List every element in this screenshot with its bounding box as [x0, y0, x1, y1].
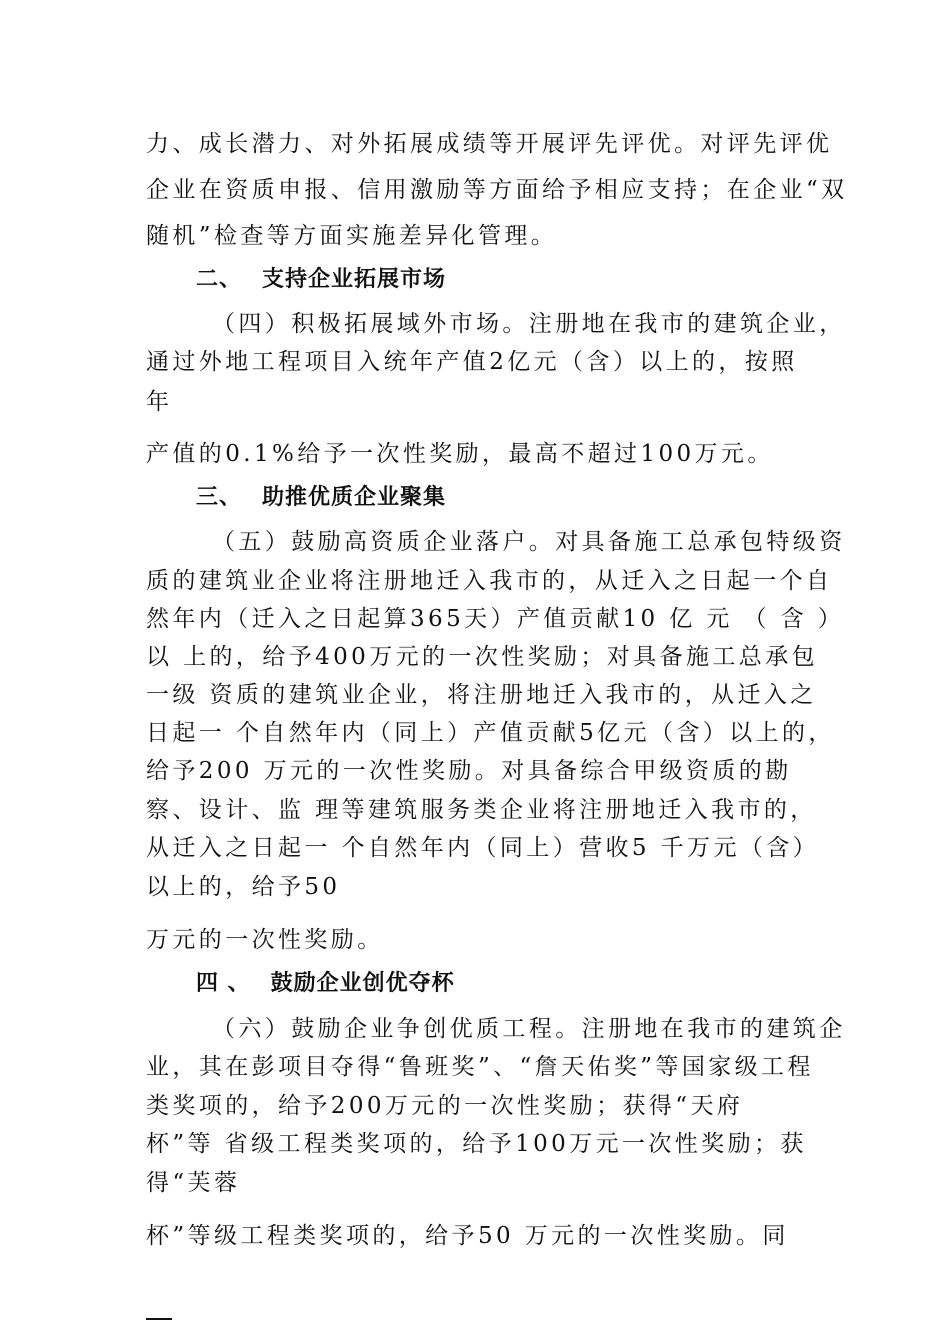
paragraph-line: 然年内（迁入之日起算365天）产值贡献10 亿 元 （ 含 ） [146, 606, 845, 632]
paragraph-line: 通过外地工程项目入统年产值2亿元（含）以上的，按照 [146, 349, 798, 375]
paragraph-line: 以 上的，给予400万元的一次性奖励；对具备施工总承包 [146, 644, 819, 670]
paragraph-line: 给予200 万元的一次性奖励。对具备综合甲级资质的勘 [146, 758, 792, 784]
paragraph-line: 随机”检查等方面实施差异化管理。 [146, 223, 558, 249]
paragraph-line: 万元的一次性奖励。 [146, 927, 384, 953]
paragraph-line: 一级 资质的建筑业企业，将注册地迁入我市的，从迁入之 [146, 682, 817, 708]
section-number: 四 、 [196, 971, 251, 996]
paragraph-line: （六）鼓励企业争创优质工程。注册地在我市的建筑企 [212, 1016, 846, 1042]
paragraph-line: 以上的，给予50 [146, 874, 341, 900]
paragraph-line: （五）鼓励高资质企业落户。对具备施工总承包特级资 [212, 529, 846, 555]
paragraph-line: 产值的0.1%给予一次性奖励，最高不超过100万元。 [146, 441, 774, 467]
section-number: 三、 [196, 485, 243, 510]
paragraph-line: 得“芙蓉 [146, 1170, 241, 1196]
paragraph-line: 日起一 个自然年内（同上）产值贡献5亿元（含）以上的， [146, 720, 835, 746]
paragraph-line: 企业在资质申报、信用激励等方面给予相应支持；在企业“双 [146, 177, 848, 203]
paragraph-line: 杯”等 省级工程类奖项的，给予100万元一次性奖励；获 [146, 1131, 807, 1157]
paragraph-line: 业，其在彭项目夺得“鲁班奖”、“詹天佑奖”等国家级工程 [146, 1054, 814, 1080]
section-title: 助推优质企业聚集 [262, 485, 447, 510]
section-heading-2 [196, 266, 446, 294]
section-title: 支持企业拓展市场 [262, 267, 447, 292]
section-title: 鼓励企业创优夺杯 [270, 971, 455, 996]
section-heading-4 [196, 970, 455, 998]
section-number: 二、 [196, 267, 243, 292]
paragraph-line: 质的建筑业企业将注册地迁入我市的，从迁入之日起一个自 [146, 568, 833, 594]
paragraph-line: 年 [146, 389, 173, 415]
paragraph-line: （四）积极拓展域外市场。注册地在我市的建筑企业， [212, 311, 846, 337]
section-heading-3 [196, 484, 446, 512]
paragraph-line: 杯”等级工程类奖项的，给予50 万元的一次性奖励。同 [146, 1223, 789, 1249]
paragraph-line: 察、设计、监 理等建筑服务类企业将注册地迁入我市的， [146, 797, 817, 823]
paragraph-line: 从迁入之日起一 个自然年内（同上）营收5 千万元（含） [146, 835, 820, 861]
cut-off-text-fragment [146, 1318, 172, 1320]
paragraph-line: 类奖项的，给予200万元的一次性奖励；获得“天府 [146, 1093, 744, 1119]
paragraph-line: 力、成长潜力、对外拓展成绩等开展评先评优。对评先评优 [146, 131, 833, 157]
